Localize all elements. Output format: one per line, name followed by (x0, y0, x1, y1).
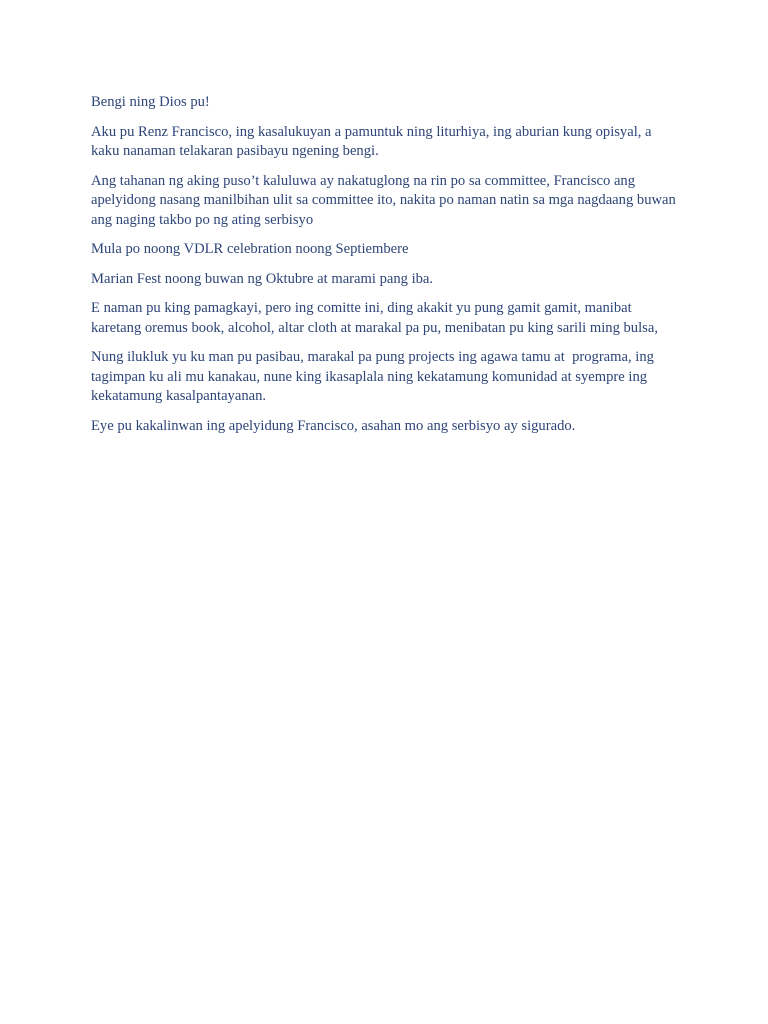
introduction-paragraph: Aku pu Renz Francisco, ing kasalukuyan a pamuntuk ning liturhiya, ing aburian kung opisyal, a kaku nanaman telakaran pasibayu ngening bengi. (91, 123, 656, 159)
document-body (91, 93, 681, 446)
greeting-paragraph: Bengi ning Dios pu! (91, 94, 210, 110)
committee-paragraph: Ang tahanan ng aking puso’t kaluluwa ay nakatuglong na rin po sa committee, Francisco ang apelyidong nasang manilbihan ulit sa committee ito, nakita po naman natin sa mga nagdaang buwan ang naging takbo po ng ating serbisyo (91, 172, 680, 228)
closing-paragraph: Eye pu kakalinwan ing apelyidung Francisco, asahan mo ang serbisyo ay sigurado. (91, 417, 576, 434)
projects-paragraph: Nung ilukluk yu ku man pu pasibau, marakal pa pung projects ing agawa tamu at programa, ing tagimpan ku ali mu kanakau, nune king ikasaplala ning kekatamung komunidad at syempre ing kekatamung kasalpantayanan. (91, 349, 658, 404)
supplies-paragraph: E naman pu king pamagkayi, pero ing comitte ini, ding akakit yu pung gamit gamit, manibat karetang oremus book, alcohol, altar cloth at marakal pa pu, menibatan pu king sarili ming bulsa, (91, 300, 658, 336)
vdlr-paragraph: Mula po noong VDLR celebration noong Septiembere (91, 241, 409, 257)
marian-fest-paragraph: Marian Fest noong buwan ng Oktubre at marami pang iba. (91, 270, 434, 287)
